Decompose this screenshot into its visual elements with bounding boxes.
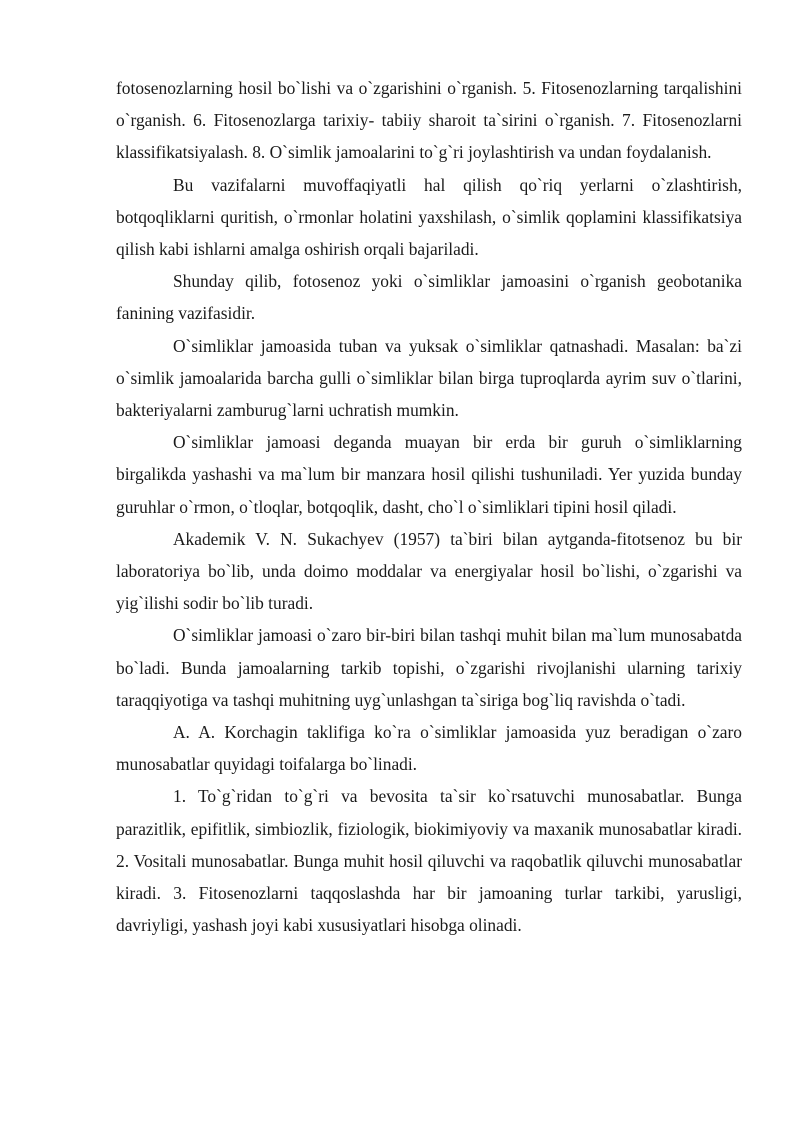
paragraph: Akademik V. N. Sukachyev (1957) ta`biri bilan aytganda-fitotsenoz bu bir laboratoriya bo`lib, unda doimo moddalar va energiyalar hosil bo`lishi, o`zgarishi va yig`ilishi sodir bo`lib turadi. [116, 528, 742, 614]
paragraph: O`simliklar jamoasida tuban va yuksak o`simliklar qatnashadi. Masalan: ba`zi o`simlik jamoalarida barcha gulli o`simliklar bilan birga tuproqlarda ayrim suv o`tlarini, bakteriyalarni zamburug`larni uchratish mumkin. [116, 335, 742, 421]
paragraph: O`simliklar jamoasi o`zaro bir-biri bilan tashqi muhit bilan ma`lum munosabatda bo`ladi. Bunda jamoalarning tarkib topishi, o`zgarishi rivojlanishi ularning tarixiy taraqqiyotiga va tashqi muhitning uyg`unlashgan ta`siriga bog`liq ravishda o`tadi. [116, 625, 742, 710]
paragraph: O`simliklar jamoasi deganda muayan bir erda bir guruh o`simliklarning birgalikda yashashi va ma`lum bir manzara hosil qilishi tushuniladi. Yer yuzida bunday guruhlar o`rmon, o`tloqlar, botqoqlik, dasht, cho`l o`simliklari tipini hosil qiladi. [116, 432, 742, 517]
paragraph: Shunday qilib, fotosenoz yoki o`simliklar jamoasini o`rganish geobotanika fanining vazifasidir. [116, 271, 742, 324]
paragraph: A. A. Korchagin taklifiga ko`ra o`simliklar jamoasida yuz beradigan o`zaro munosabatlar quyidagi toifalarga bo`linadi. [116, 722, 742, 775]
paragraph: Bu vazifalarni muvoffaqiyatli hal qilish qo`riq yerlarni o`zlashtirish, botqoqliklarni quritish, o`rmonlar holatini yaxshilash, o`simlik qoplamini klassifikatsiya qilish kabi ishlarni amalga oshirish orqali bajariladi. [116, 174, 742, 260]
body-text [116, 72, 742, 941]
paragraph-continuation: fotosenozlarning hosil bo`lishi va o`zgarishini o`rganish. 5. Fitosenozlarning tarqalishini o`rganish. 6. Fitosenozlarga tarixiy- tabiiy sharoit ta`sirini o`rganish. 7. Fitosenozlarni klassifikatsiyalash. 8. O`simlik jamoalarini to`g`ri joylashtirish va undan foydalanish. [116, 78, 742, 163]
paragraph: 1. To`g`ridan to`g`ri va bevosita ta`sir ko`rsatuvchi munosabatlar. Bunga parazitlik, epifitlik, simbiozlik, fiziologik, biokimiyoviy va maxanik munosabatlar kiradi. 2. Vositali munosabatlar. Bunga muhit hosil qiluvchi va raqobatlik qiluvchi munosabatlar kiradi. 3. Fitosenozlarni taqqoslashda har bir jamoaning turlar tarkibi, yarusligi, davriyligi, yashash joyi kabi xususiyatlari hisobga olinadi. [116, 786, 742, 936]
